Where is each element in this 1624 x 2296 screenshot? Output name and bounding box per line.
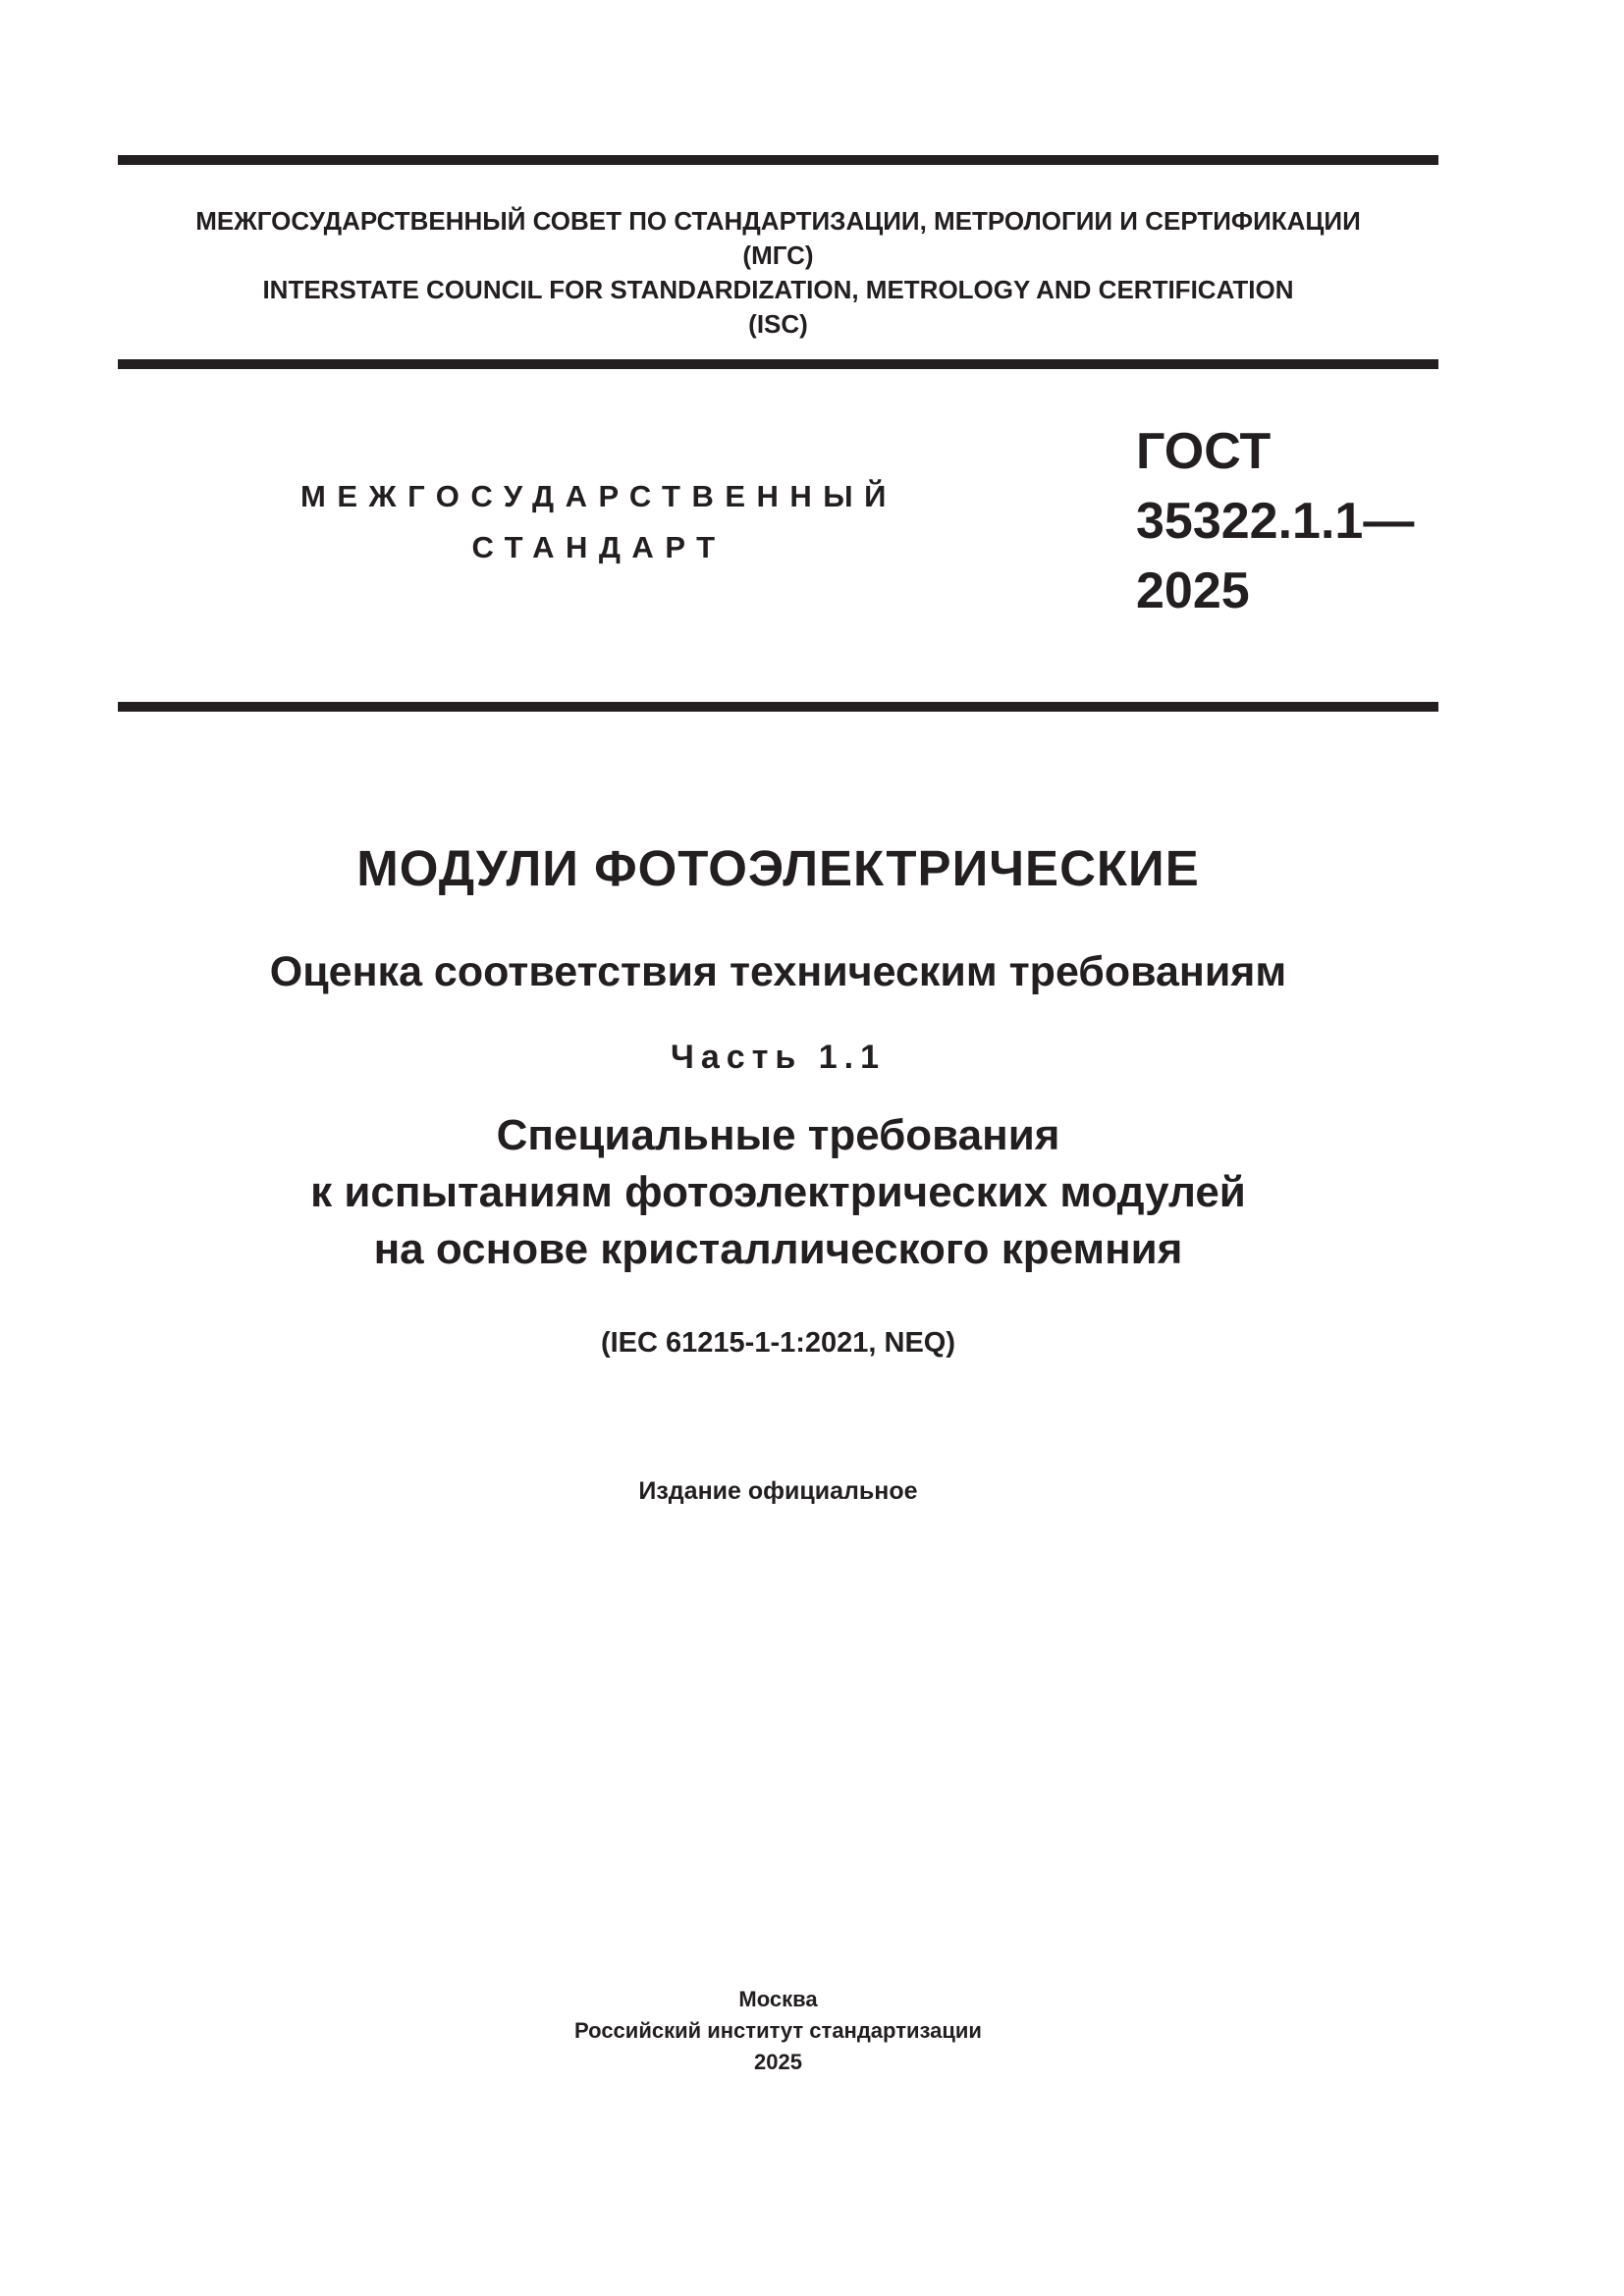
council-abbr-ru: (МГС) [742, 240, 814, 270]
document-subtitle: Оценка соответствия техническим требованиям [269, 948, 1287, 995]
council-abbr-en: (ISC) [748, 309, 808, 339]
gost-designation [1136, 417, 1414, 626]
document-title: МОДУЛИ ФОТОЭЛЕКТРИЧЕСКИЕ [356, 840, 1200, 896]
council-name-en: INTERSTATE COUNCIL FOR STANDARDIZATION, METROLOGY AND CERTIFICATION [262, 275, 1294, 304]
top-rule [118, 155, 1438, 165]
standard-type-label [285, 471, 913, 573]
publication-year: 2025 [754, 2050, 802, 2074]
part-number: Часть 1.1 [671, 1039, 886, 1076]
part-title-line2: к испытаниям фотоэлектрических модулей [310, 1168, 1246, 1216]
iec-reference: (IEC 61215-1-1:2021, NEQ) [600, 1327, 956, 1359]
gost-number: 35322.1.1— [1136, 493, 1415, 550]
publisher-name: Российский институт стандартизации [574, 2018, 982, 2043]
council-header [118, 204, 1438, 342]
standard-type-line1: МЕЖГОСУДАРСТВЕННЫЙ [300, 479, 897, 513]
part-title [118, 1107, 1438, 1278]
part-title-line1: Специальные требования [496, 1111, 1060, 1159]
gost-prefix: ГОСТ [1136, 423, 1272, 480]
header-rule [118, 359, 1438, 369]
publication-city: Москва [738, 1987, 818, 2011]
standard-type-line2: СТАНДАРТ [471, 530, 727, 564]
part-title-line3: на основе кристаллического кремния [373, 1225, 1183, 1273]
council-name-ru: МЕЖГОСУДАРСТВЕННЫЙ СОВЕТ ПО СТАНДАРТИЗАЦИИ, МЕТРОЛОГИИ И СЕРТИФИКАЦИИ [195, 206, 1361, 236]
official-edition: Издание официальное [638, 1477, 918, 1505]
publication-info [118, 1984, 1438, 2078]
designation-rule [118, 702, 1438, 712]
gost-year: 2025 [1136, 562, 1250, 619]
